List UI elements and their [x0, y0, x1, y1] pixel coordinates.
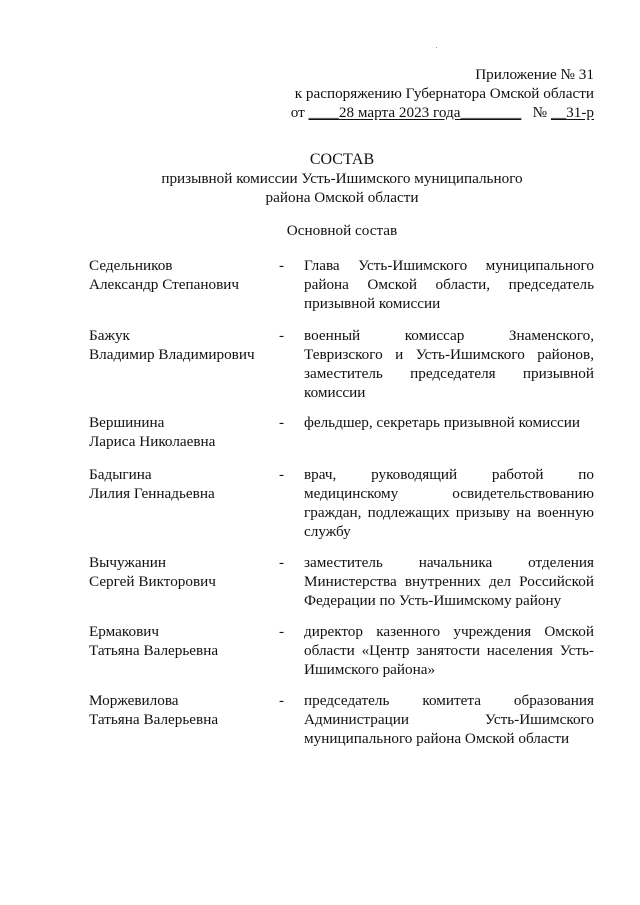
- member-name: [89, 465, 279, 503]
- dash-separator: -: [279, 554, 285, 571]
- member-role: врач, руководящий работой по медицинскому освидетельствованию граждан, подлежащих призыву на военную службу: [304, 466, 594, 540]
- number-label: №: [532, 104, 548, 121]
- date-blank-left: ____: [308, 104, 339, 121]
- order-number: 31-р: [566, 104, 594, 121]
- document-title: СОСТАВ: [309, 151, 375, 168]
- member-given-names: Владимир Владимирович: [89, 346, 255, 363]
- dash-separator: -: [279, 692, 285, 709]
- member-row: [89, 465, 594, 553]
- member-role: фельдшер, секретарь призывной комиссии: [304, 414, 580, 431]
- member-surname: Моржевилова: [89, 692, 179, 709]
- member-given-names: Александр Степанович: [89, 276, 240, 293]
- member-row: [89, 413, 594, 465]
- dash-separator: -: [279, 623, 285, 640]
- appendix-header: [291, 65, 594, 122]
- member-name: [89, 691, 279, 729]
- order-date: 28 марта 2023 года: [338, 104, 461, 121]
- member-surname: Бажук: [89, 327, 130, 344]
- member-role: заместитель начальника отделения Министерства внутренних дел Российской Федерации по Усть-Ишимскому району: [304, 554, 594, 609]
- dash-separator: -: [279, 414, 285, 431]
- member-name: [89, 622, 279, 660]
- order-date-number-line: [291, 103, 594, 122]
- member-row: [89, 553, 594, 622]
- member-name: [89, 553, 279, 591]
- member-surname: Вершинина: [89, 414, 165, 431]
- dash-separator: -: [279, 257, 285, 274]
- date-blank-right: ________: [460, 104, 522, 121]
- document-subtitle-line-1: призывной комиссии Усть-Ишимского муниципального: [161, 170, 523, 187]
- member-given-names: Лилия Геннадьевна: [89, 485, 215, 502]
- member-surname: Бадыгина: [89, 466, 152, 483]
- member-row: [89, 622, 594, 691]
- member-given-names: Татьяна Валерьевна: [89, 642, 219, 659]
- member-name: [89, 326, 279, 364]
- member-row: [89, 691, 594, 751]
- order-reference: к распоряжению Губернатора Омской области: [294, 85, 594, 102]
- member-given-names: Лариса Николаевна: [89, 433, 216, 450]
- order-date-field: [309, 104, 522, 121]
- appendix-number: Приложение № 31: [475, 66, 594, 83]
- member-surname: Седельников: [89, 257, 173, 274]
- document-title-block: [90, 150, 594, 207]
- member-name: [89, 413, 279, 451]
- member-name: [89, 256, 279, 294]
- order-number-field: [551, 104, 594, 121]
- member-role: директор казенного учреждения Омской области «Центр занятости населения Усть-Ишимского района»: [304, 623, 594, 678]
- member-surname: Вычужанин: [89, 554, 166, 571]
- from-label: от: [290, 104, 305, 121]
- members-list: [89, 256, 594, 751]
- member-given-names: Татьяна Валерьевна: [89, 711, 219, 728]
- member-surname: Ермакович: [89, 623, 160, 640]
- member-role: Глава Усть-Ишимского муниципального района Омской области, председатель призывной комиссии: [304, 257, 594, 312]
- member-given-names: Сергей Викторович: [89, 573, 216, 590]
- number-blank: __: [550, 104, 567, 121]
- scan-speck: [436, 47, 437, 48]
- dash-separator: -: [279, 327, 285, 344]
- member-role: председатель комитета образования Администрации Усть-Ишимского муниципального района Омской области: [304, 692, 594, 747]
- section-heading: Основной состав: [286, 222, 398, 239]
- document-subtitle-line-2: района Омской области: [265, 189, 419, 206]
- dash-separator: -: [279, 466, 285, 483]
- member-row: [89, 326, 594, 413]
- member-row: [89, 256, 594, 326]
- member-role: военный комиссар Знаменского, Тевризского и Усть-Ишимского районов, заместитель председателя призывной комиссии: [304, 327, 594, 401]
